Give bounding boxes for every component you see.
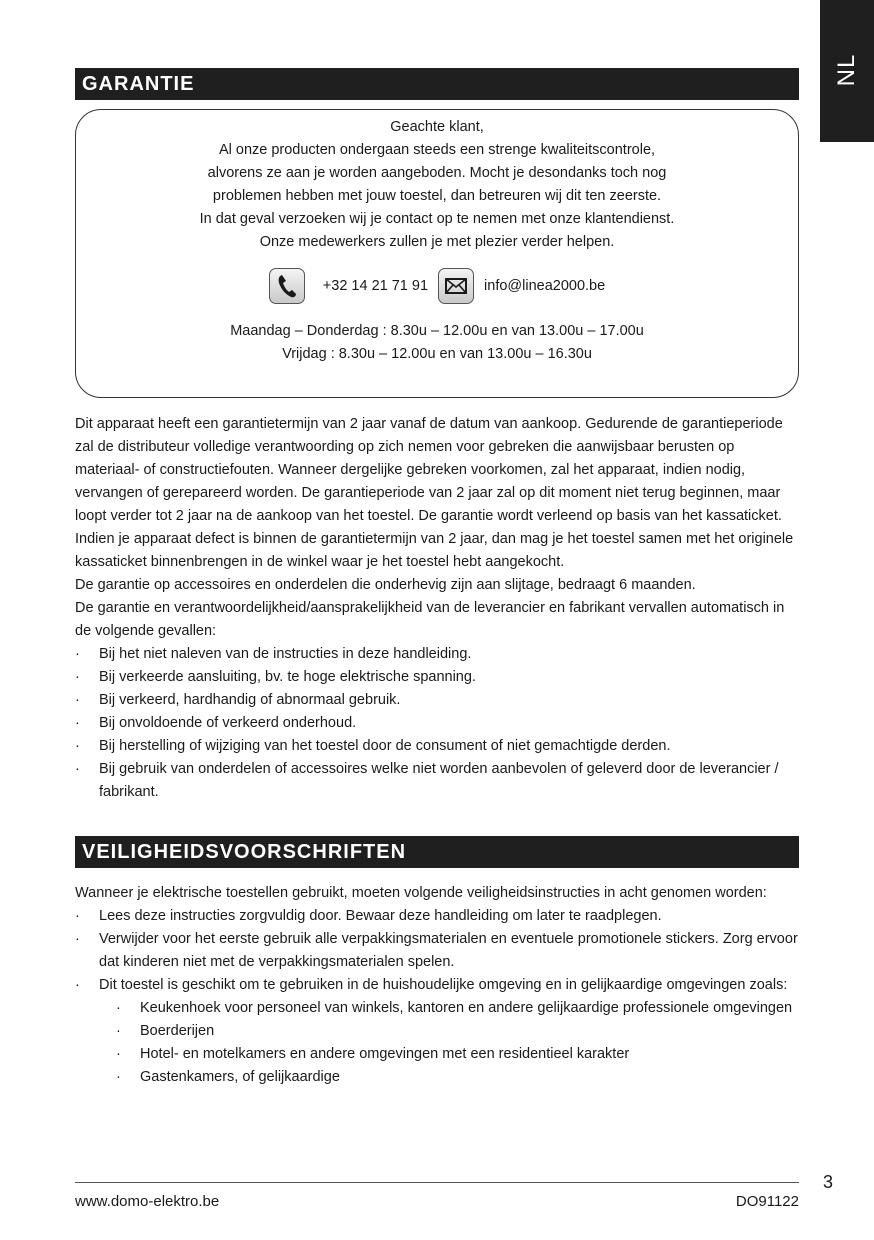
box-line: Al onze producten ondergaan steeds een strenge kwaliteitscontrole, bbox=[218, 142, 656, 158]
footer-model-number: DO91122 bbox=[735, 1193, 799, 1210]
list-item: · Bij gebruik van onderdelen of accessoires welke niet worden aanbevolen of geleverd door de leverancier / fabrikant. bbox=[75, 758, 799, 804]
page-number: 3 bbox=[823, 1172, 834, 1192]
list-item: · Dit toestel is geschikt om te gebruiken in de huishoudelijke omgeving en in gelijkaardige omgevingen zoals: bbox=[75, 974, 799, 997]
list-item: · Bij verkeerd, hardhandig of abnormaal gebruik. bbox=[75, 689, 799, 712]
footer-divider bbox=[75, 1182, 799, 1183]
phone-icon bbox=[269, 268, 305, 304]
garantie-paragraph: De garantie en verantwoordelijkheid/aansprakelijkheid van de leverancier en fabrikant vervallen automatisch in de volgende gevallen: bbox=[75, 600, 785, 639]
email-link[interactable]: info@linea2000.be bbox=[484, 277, 606, 294]
box-line: alvorens ze aan je worden aangeboden. Mocht je desondanks toch nog bbox=[207, 165, 667, 181]
list-item: · Bij onvoldoende of verkeerd onderhoud. bbox=[75, 712, 799, 735]
phone-number[interactable]: +32 14 21 71 91 bbox=[322, 277, 429, 294]
footer-website[interactable]: www.domo-elektro.be bbox=[75, 1193, 220, 1210]
veiligheid-section-title: VEILIGHEIDSVOORSCHRIFTEN bbox=[75, 836, 799, 868]
garantie-section-title: GARANTIE bbox=[75, 68, 799, 100]
list-item: · Keukenhoek voor personeel van winkels, kantoren en andere gelijkaardige professionele omgevingen bbox=[75, 997, 799, 1020]
box-line: Geachte klant, bbox=[390, 119, 484, 135]
garantie-body bbox=[75, 413, 799, 804]
language-tab-label: NL bbox=[833, 53, 860, 87]
list-item: · Bij het niet naleven van de instructies in deze handleiding. bbox=[75, 643, 799, 666]
hours-friday: Vrijdag : 8.30u – 12.00u en van 13.00u – 16.30u bbox=[282, 346, 592, 362]
list-item: · Verwijder voor het eerste gebruik alle verpakkingsmaterialen en eventuele promotionele stickers. Zorg ervoor dat kinderen niet met de verpakkingsmaterialen spelen. bbox=[75, 928, 799, 974]
box-line: In dat geval verzoeken wij je contact op te nemen met onze klantendienst. bbox=[199, 211, 675, 227]
list-item: · Hotel- en motelkamers en andere omgevingen met een residentieel karakter bbox=[75, 1043, 799, 1066]
veiligheid-intro: Wanneer je elektrische toestellen gebruikt, moeten volgende veiligheidsinstructies in acht genomen worden: bbox=[75, 885, 767, 901]
language-tab bbox=[820, 0, 874, 142]
customer-service-box bbox=[75, 109, 799, 398]
garantie-exclusions-list bbox=[75, 643, 799, 804]
hours-weekdays: Maandag – Donderdag : 8.30u – 12.00u en van 13.00u – 17.00u bbox=[230, 323, 644, 339]
box-line: Onze medewerkers zullen je met plezier verder helpen. bbox=[259, 234, 615, 250]
list-item: · Bij verkeerde aansluiting, bv. te hoge elektrische spanning. bbox=[75, 666, 799, 689]
mail-icon bbox=[438, 268, 474, 304]
list-item: · Boerderijen bbox=[75, 1020, 799, 1043]
veiligheid-body bbox=[75, 882, 799, 1089]
garantie-paragraph: Dit apparaat heeft een garantietermijn van 2 jaar vanaf de datum van aankoop. Gedurende de garantieperiode zal de distributeur volledige verantwoording op zich nemen voor gebreken die aanwijsbaar berusten op materiaal- of constructiefouten. Wanneer dergelijke gebreken voorkomen, zal het apparaat, indien nodig, vervangen of gerepareerd worden. De garantieperiode van 2 jaar zal op dit moment niet terug beginnen, maar loopt verder tot 2 jaar na de aankoop van het toestel. De garantie wordt verleend op basis van het kassaticket. Indien je apparaat defect is binnen de garantietermijn van 2 jaar, dan mag je het toestel samen met het originele kassaticket binnenbrengen in de winkel waar je het toestel hebt aangekocht. bbox=[75, 416, 794, 570]
list-item: · Gastenkamers, of gelijkaardige bbox=[75, 1066, 799, 1089]
box-line: problemen hebben met jouw toestel, dan betreuren wij dit ten zeerste. bbox=[212, 188, 662, 204]
list-item: · Bij herstelling of wijziging van het toestel door de consument of niet gemachtigde derden. bbox=[75, 735, 799, 758]
veiligheid-list bbox=[75, 905, 799, 997]
garantie-paragraph: De garantie op accessoires en onderdelen die onderhevig zijn aan slijtage, bedraagt 6 maanden. bbox=[75, 577, 696, 593]
opening-hours bbox=[76, 320, 798, 366]
contact-row bbox=[76, 266, 798, 306]
list-item: · Lees deze instructies zorgvuldig door. Bewaar deze handleiding om later te raadplegen. bbox=[75, 905, 799, 928]
veiligheid-sublist bbox=[75, 997, 799, 1089]
